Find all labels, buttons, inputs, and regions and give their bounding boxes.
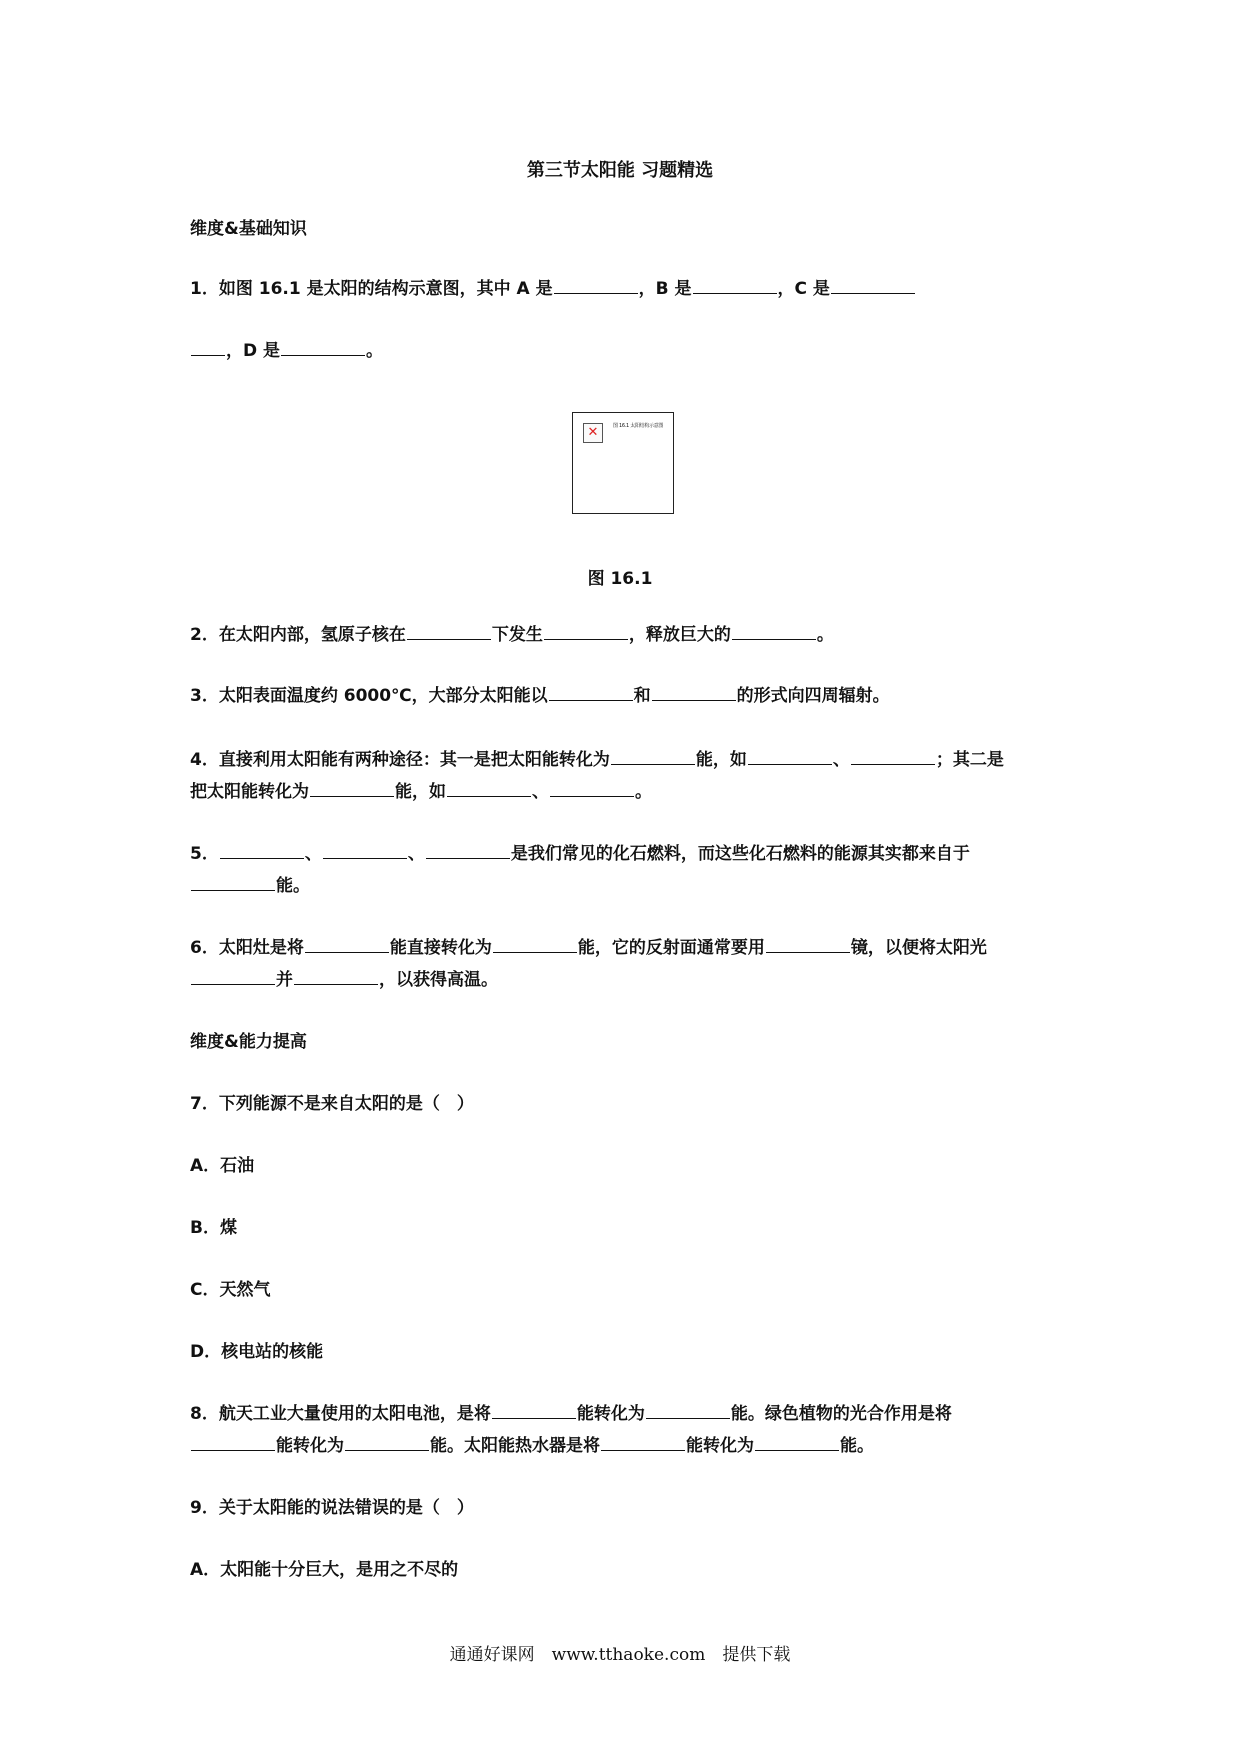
- q6-text-b: 能直接转化为: [389, 938, 492, 958]
- answer-blank: [748, 750, 832, 765]
- answer-blank: [323, 844, 407, 859]
- answer-blank: [601, 1436, 685, 1451]
- answer-blank: [646, 1404, 730, 1419]
- q6-text-e: 并: [276, 970, 293, 990]
- q8-text-c: 能。绿色植物的光合作用是将: [730, 1404, 952, 1424]
- section-heading-advanced: 维度&能力提高: [190, 1032, 307, 1052]
- section-heading-basic: 维度&基础知识: [190, 219, 307, 239]
- answer-blank: [652, 686, 736, 701]
- question-5-line-1: [190, 843, 970, 865]
- q4-text-b: 能，如: [695, 750, 747, 770]
- figure-placeholder: [572, 412, 674, 514]
- q1-text-d: ，D 是: [226, 341, 281, 361]
- question-7-option-a: A．石油: [190, 1156, 255, 1176]
- q3-text-c: 的形式向四周辐射。: [736, 686, 890, 706]
- q6-text-c: 能，它的反射面通常要用: [577, 938, 765, 958]
- answer-blank: [693, 279, 777, 294]
- q3-text-a: 3．太阳表面温度约 6000℃，大部分太阳能以: [190, 686, 548, 706]
- answer-blank: [492, 1404, 576, 1419]
- q5-text-d: 是我们常见的化石燃料，而这些化石燃料的能源其实都来自于: [510, 844, 970, 864]
- answer-blank: [220, 844, 304, 859]
- answer-blank: [732, 625, 816, 640]
- q1-text-b: ，B 是: [638, 279, 692, 299]
- question-5-line-2: [190, 875, 310, 897]
- question-6-line-2: [190, 969, 498, 991]
- question-6-line-1: [190, 937, 987, 959]
- q2-text-d: 。: [816, 625, 834, 645]
- q6-text-d: 镜，以便将太阳光: [850, 938, 987, 958]
- q1-text-e: 。: [366, 341, 384, 361]
- page-footer: 通通好课网 www.tthaoke.com 提供下载: [449, 1645, 791, 1665]
- answer-blank: [493, 938, 577, 953]
- q2-text-c: ，释放巨大的: [628, 625, 731, 645]
- question-7-stem: 7．下列能源不是来自太阳的是（ ）: [190, 1094, 474, 1114]
- question-1-line-1: [190, 278, 916, 300]
- q5-text-c: 、: [407, 844, 425, 864]
- q4-text-c: 、: [832, 750, 850, 770]
- q5-text-a: 5．: [190, 844, 219, 864]
- figure-caption: 图 16.1: [587, 569, 653, 589]
- answer-blank: [294, 970, 378, 985]
- question-1-line-2: [190, 340, 383, 362]
- answer-blank: [305, 938, 389, 953]
- answer-blank: [554, 279, 638, 294]
- q8-text-g: 能。: [840, 1436, 874, 1456]
- q4-text-e: 把太阳能转化为: [190, 782, 309, 802]
- figure-alt-text: 图 16.1 太阳结构示意图: [613, 423, 664, 429]
- q2-text-b: 下发生: [491, 625, 543, 645]
- answer-blank: [447, 782, 531, 797]
- question-9-stem: 9．关于太阳能的说法错误的是（ ）: [190, 1498, 474, 1518]
- q3-text-b: 和: [633, 686, 651, 706]
- q4-text-f: 能，如: [395, 782, 446, 802]
- question-2: [190, 624, 834, 646]
- question-4-line-2: [190, 781, 652, 803]
- answer-blank: [191, 341, 225, 356]
- answer-blank: [851, 750, 935, 765]
- q8-text-a: 8．航天工业大量使用的太阳电池，是将: [190, 1404, 491, 1424]
- q4-text-d: ；其二是: [935, 750, 1004, 770]
- q8-text-b: 能转化为: [576, 1404, 645, 1424]
- answer-blank: [281, 341, 365, 356]
- answer-blank: [549, 686, 633, 701]
- q8-text-e: 能。太阳能热水器是将: [430, 1436, 600, 1456]
- q8-text-d: 能转化为: [276, 1436, 344, 1456]
- answer-blank: [407, 625, 491, 640]
- question-7-option-d: D．核电站的核能: [190, 1342, 324, 1362]
- answer-blank: [831, 279, 915, 294]
- answer-blank: [611, 750, 695, 765]
- answer-blank: [345, 1436, 429, 1451]
- q4-text-a: 4．直接利用太阳能有两种途径：其一是把太阳能转化为: [190, 750, 610, 770]
- answer-blank: [191, 970, 275, 985]
- q5-text-e: 能。: [276, 876, 310, 896]
- question-3: [190, 685, 890, 707]
- question-7-option-c: C．天然气: [190, 1280, 271, 1300]
- question-4-line-1: [190, 749, 1004, 771]
- q2-text-a: 2．在太阳内部，氢原子核在: [190, 625, 406, 645]
- answer-blank: [544, 625, 628, 640]
- q4-text-g: 、: [532, 782, 549, 802]
- question-8-line-2: [190, 1435, 874, 1457]
- broken-image-icon: ✕: [583, 423, 603, 443]
- q8-text-f: 能转化为: [686, 1436, 754, 1456]
- q1-text-a: 1．如图 16.1 是太阳的结构示意图，其中 A 是: [190, 279, 553, 299]
- answer-blank: [191, 1436, 275, 1451]
- q6-text-a: 6．太阳灶是将: [190, 938, 304, 958]
- q4-text-h: 。: [635, 782, 652, 802]
- q1-text-c: ，C 是: [777, 279, 830, 299]
- answer-blank: [755, 1436, 839, 1451]
- answer-blank: [310, 782, 394, 797]
- q6-text-f: ，以获得高温。: [379, 970, 498, 990]
- answer-blank: [550, 782, 634, 797]
- answer-blank: [191, 876, 275, 891]
- answer-blank: [426, 844, 510, 859]
- question-9-option-a: A．太阳能十分巨大，是用之不尽的: [190, 1560, 459, 1580]
- question-8-line-1: [190, 1403, 952, 1425]
- q5-text-b: 、: [304, 844, 322, 864]
- question-7-option-b: B．煤: [190, 1218, 237, 1238]
- page-title: 第三节太阳能 习题精选: [526, 160, 714, 181]
- answer-blank: [766, 938, 850, 953]
